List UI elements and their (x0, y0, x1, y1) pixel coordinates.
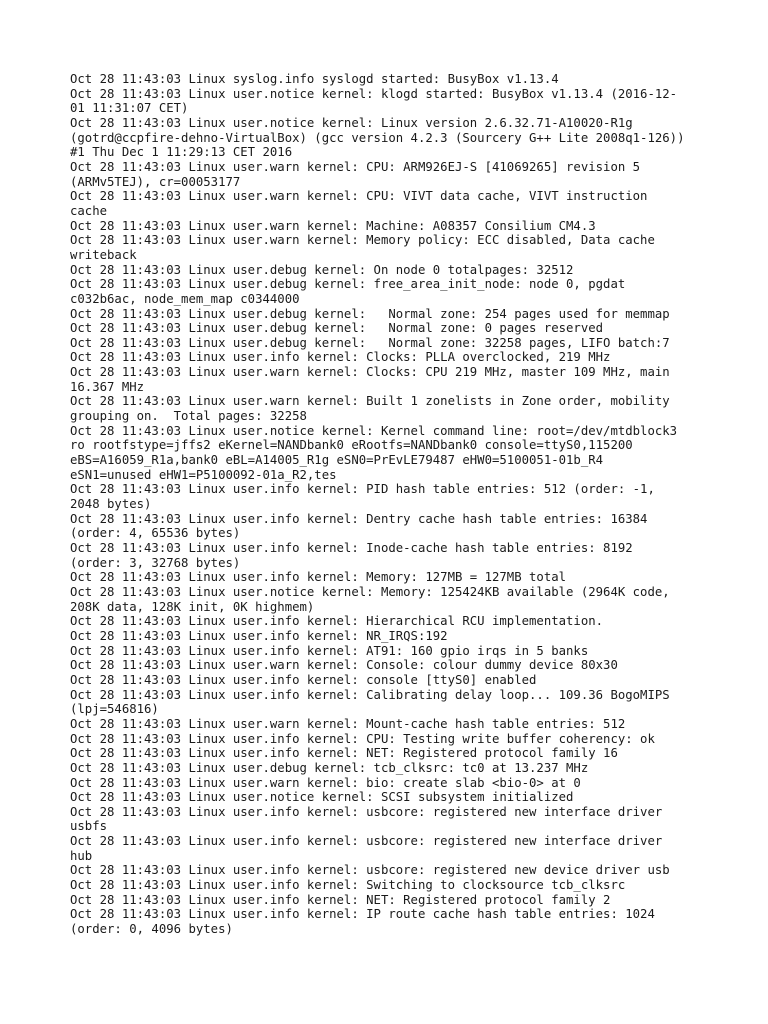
log-line: Oct 28 11:43:03 Linux user.notice kernel: SCSI subsystem initialized (70, 790, 574, 805)
log-line: Oct 28 11:43:03 Linux user.info kernel: Inode-cache hash table entries: 8192 (70, 541, 633, 555)
log-line: Oct 28 11:43:03 Linux user.info kernel: Memory: 127MB = 127MB total (70, 570, 567, 585)
log-line: 01 11:31:07 CET) (70, 101, 189, 116)
log-line: Oct 28 11:43:03 Linux user.info kernel: IP route cache hash table entries: 1024 (70, 907, 655, 922)
log-line: Oct 28 11:43:03 Linux user.debug kernel: Normal zone: 0 pages reserved (70, 321, 604, 336)
log-line: Oct 28 11:43:03 Linux user.debug kernel: Normal zone: 254 pages used for memmap (70, 306, 670, 321)
log-line: Oct 28 11:43:03 Linux user.info kernel: NR_IRQS:192 (70, 628, 448, 643)
log-line: Oct 28 11:43:03 Linux user.info kernel: AT91: 160 gpio irqs in 5 banks (70, 643, 589, 658)
log-line: (lpj=546816) (70, 702, 159, 717)
log-line: Oct 28 11:43:03 Linux user.info kernel: usbcore: registered new device driver usb (70, 863, 670, 878)
log-line: Oct 28 11:43:03 Linux user.debug kernel: On node 0 totalpages: 32512 (70, 262, 574, 277)
log-line: eBS=A16059_R1a,bank0 eBL=A14005_R1g eSN0=PrEvLE79487 eHW0=5100051-01b_R4 (70, 453, 604, 468)
log-line: Oct 28 11:43:03 Linux user.info kernel: Dentry cache hash table entries: 16384 (70, 511, 648, 526)
log-line: Oct 28 11:43:03 Linux user.warn kernel: CPU: VIVT data cache, VIVT instruction (70, 189, 648, 204)
log-line: Oct 28 11:43:03 Linux user.info kernel: Clocks: PLLA overclocked, 219 MHz (70, 350, 611, 365)
log-line: Oct 28 11:43:03 Linux user.debug kernel: Normal zone: 32258 pages, LIFO batch:7 (70, 335, 670, 350)
log-line: eSN1=unused eHW1=P5100092-01a_R2,tes (70, 467, 337, 482)
log-line: Oct 28 11:43:03 Linux user.info kernel: usbcore: registered new interface driver (70, 834, 663, 849)
log-line: 208K data, 128K init, 0K highmem) (70, 599, 315, 614)
log-line: Oct 28 11:43:03 Linux user.debug kernel: tcb_clksrc: tc0 at 13.237 MHz (70, 760, 589, 775)
log-page (70, 72, 710, 937)
log-line: Oct 28 11:43:03 Linux user.warn kernel: Console: colour dummy device 80x30 (70, 658, 618, 673)
log-line: Oct 28 11:43:03 Linux user.warn kernel: Built 1 zonelists in Zone order, mobility (70, 394, 670, 409)
log-line: Oct 28 11:43:03 Linux user.notice kernel: Memory: 125424KB available (2964K code, (70, 584, 670, 599)
log-line: Oct 28 11:43:03 Linux user.notice kernel: Linux version 2.6.32.71-A10020-R1g (70, 115, 633, 130)
log-line: 2048 bytes) (70, 497, 152, 512)
log-line: usbfs (70, 819, 108, 834)
log-line: Oct 28 11:43:03 Linux user.info kernel: console [ttyS0] enabled (70, 672, 537, 687)
log-line: grouping on. Total pages: 32258 (70, 409, 307, 424)
log-line: writeback (70, 247, 137, 262)
log-line: Oct 28 11:43:03 Linux user.info kernel: usbcore: registered new interface driver (70, 804, 663, 819)
log-line: (order: 3, 32768 bytes) (70, 555, 241, 570)
log-line: Oct 28 11:43:03 Linux user.notice kernel: klogd started: BusyBox v1.13.4 (2016-12- (70, 86, 678, 101)
log-line: 16.367 MHz (70, 379, 145, 394)
log-line: (order: 4, 65536 bytes) (70, 526, 241, 541)
log-line: Oct 28 11:43:03 Linux user.info kernel: PID hash table entries: 512 (order: -1, (70, 482, 655, 497)
log-line: Oct 28 11:43:03 Linux user.warn kernel: bio: create slab <bio-0> at 0 (70, 775, 581, 790)
log-line: Oct 28 11:43:03 Linux user.warn kernel: Clocks: CPU 219 MHz, master 109 MHz, main (70, 365, 670, 380)
log-line: Oct 28 11:43:03 Linux user.warn kernel: CPU: ARM926EJ-S [41069265] revision 5 (70, 159, 641, 174)
log-line: Oct 28 11:43:03 Linux user.info kernel: NET: Registered protocol family 16 (70, 746, 618, 761)
log-line: Oct 28 11:43:03 Linux user.debug kernel: free_area_init_node: node 0, pgdat (70, 277, 626, 292)
log-line: ro rootfstype=jffs2 eKernel=NANDbank0 eRootfs=NANDbank0 console=ttyS0,115200 (70, 438, 633, 453)
log-line: Oct 28 11:43:03 Linux user.warn kernel: Machine: A08357 Consilium CM4.3 (70, 218, 596, 233)
log-line: Oct 28 11:43:03 Linux user.info kernel: Switching to clocksource tcb_clksrc (70, 878, 626, 893)
log-line: cache (70, 203, 108, 218)
log-line: hub (70, 848, 93, 863)
log-line: (order: 0, 4096 bytes) (70, 922, 233, 937)
log-line: Oct 28 11:43:03 Linux user.info kernel: Hierarchical RCU implementation. (70, 614, 604, 629)
log-line: (ARMv5TEJ), cr=00053177 (70, 174, 241, 189)
log-line: Oct 28 11:43:03 Linux user.info kernel: NET: Registered protocol family 2 (70, 892, 611, 907)
log-line: (gotrd@ccpfire-dehno-VirtualBox) (gcc version 4.2.3 (Sourcery G++ Lite 2008q1-126)) (70, 130, 685, 145)
log-line: Oct 28 11:43:03 Linux user.info kernel: CPU: Testing write buffer coherency: ok (70, 731, 655, 746)
log-line: Oct 28 11:43:03 Linux user.warn kernel: Memory policy: ECC disabled, Data cache (70, 233, 655, 248)
log-line: Oct 28 11:43:03 Linux user.warn kernel: Mount-cache hash table entries: 512 (70, 716, 626, 731)
log-line: #1 Thu Dec 1 11:29:13 CET 2016 (70, 145, 293, 160)
log-line: c032b6ac, node_mem_map c0344000 (70, 291, 300, 306)
log-line: Oct 28 11:43:03 Linux user.info kernel: Calibrating delay loop... 109.36 BogoMIPS (70, 687, 670, 702)
log-line: Oct 28 11:43:03 Linux syslog.info syslogd started: BusyBox v1.13.4 (70, 72, 559, 86)
log-line: Oct 28 11:43:03 Linux user.notice kernel: Kernel command line: root=/dev/mtdblock3 (70, 423, 678, 438)
